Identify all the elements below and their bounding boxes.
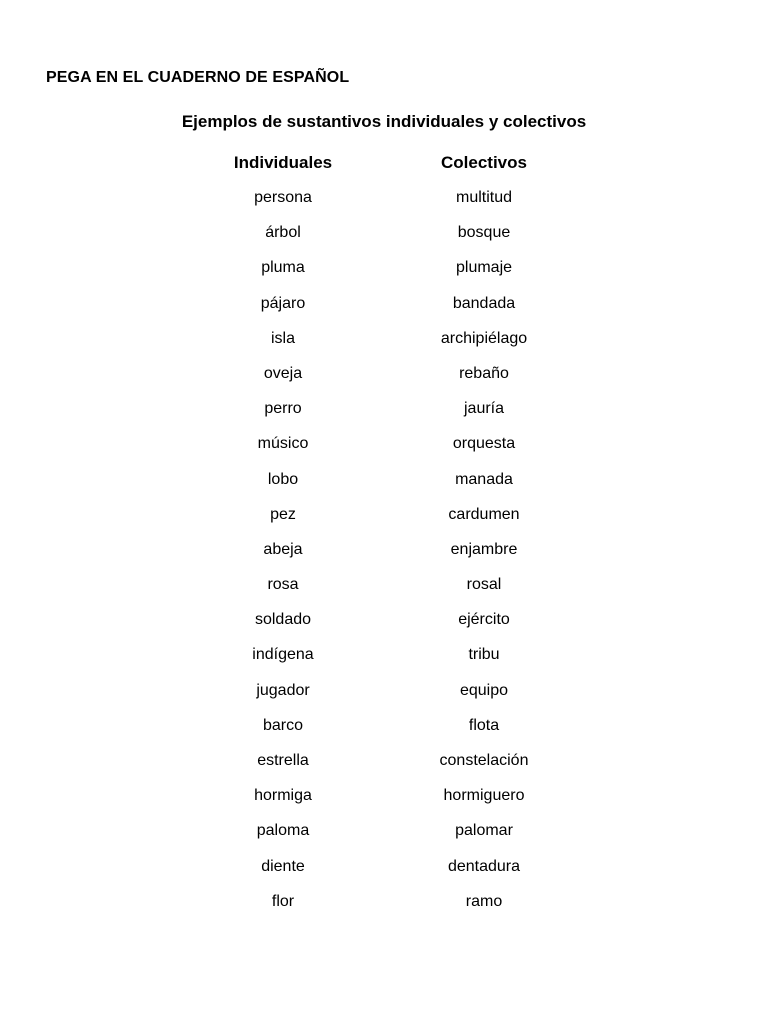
table-row (0, 292, 768, 327)
individual-noun: músico (257, 435, 309, 453)
table-row (0, 679, 768, 714)
individual-noun: perro (264, 400, 302, 418)
individual-noun: persona (254, 189, 312, 206)
individual-noun: hormiga (254, 787, 312, 805)
collective-noun: plumaje (455, 259, 513, 277)
individual-noun: jugador (256, 681, 310, 699)
collective-noun: bandada (452, 294, 516, 312)
table-row (0, 714, 768, 749)
individual-noun: diente (261, 857, 305, 875)
collective-noun: archipiélago (440, 329, 528, 347)
individual-noun: barco (262, 716, 304, 734)
table-row (0, 186, 768, 221)
instruction-heading: PEGA EN EL CUADERNO DE ESPAÑOL (46, 69, 350, 86)
collective-noun: rebaño (459, 364, 509, 382)
individual-noun: árbol (265, 224, 301, 242)
collective-noun: orquesta (452, 435, 516, 453)
table-row (0, 643, 768, 678)
individual-noun: pájaro (260, 294, 306, 312)
individual-noun: flor (271, 892, 295, 910)
document-title: Ejemplos de sustantivos individuales y colectivos (181, 112, 587, 131)
table-row (0, 503, 768, 538)
collective-noun: multitud (455, 189, 513, 206)
table-row (0, 468, 768, 503)
collective-noun: bosque (457, 224, 511, 242)
table-row (0, 432, 768, 467)
collective-noun: hormiguero (443, 787, 525, 805)
word-table (0, 186, 768, 925)
individual-noun: rosa (267, 576, 299, 594)
individual-noun: pez (270, 505, 296, 523)
individual-noun: isla (270, 329, 295, 347)
table-row (0, 221, 768, 256)
individual-noun: soldado (254, 611, 312, 629)
collective-noun: enjambre (450, 540, 518, 558)
table-row (0, 573, 768, 608)
individual-noun: estrella (257, 752, 309, 769)
collective-noun: flota (468, 716, 500, 734)
individual-noun: paloma (256, 822, 310, 840)
table-row (0, 256, 768, 291)
table-row (0, 327, 768, 362)
collective-noun: constelación (439, 752, 529, 769)
individual-noun: pluma (261, 259, 305, 277)
table-row (0, 819, 768, 854)
collective-noun: dentadura (447, 857, 521, 875)
collective-noun: manada (455, 470, 513, 488)
collective-noun: equipo (459, 681, 509, 699)
table-row (0, 397, 768, 432)
individual-noun: lobo (267, 470, 299, 488)
collective-noun: rosal (466, 576, 502, 594)
collective-noun: cardumen (448, 505, 520, 523)
table-row (0, 855, 768, 890)
individual-noun: oveja (263, 364, 303, 382)
collective-noun: jauría (463, 400, 505, 418)
column-header-colectivos: Colectivos (441, 153, 527, 172)
collective-noun: ejército (458, 611, 510, 629)
collective-noun: ramo (465, 892, 503, 910)
table-row (0, 890, 768, 925)
table-row (0, 538, 768, 573)
column-header-individuales: Individuales (233, 153, 333, 172)
collective-noun: palomar (455, 822, 513, 840)
table-row (0, 362, 768, 397)
individual-noun: abeja (263, 540, 303, 558)
table-row (0, 608, 768, 643)
table-row (0, 749, 768, 784)
collective-noun: tribu (468, 646, 500, 664)
individual-noun: indígena (252, 646, 314, 664)
table-row (0, 784, 768, 819)
